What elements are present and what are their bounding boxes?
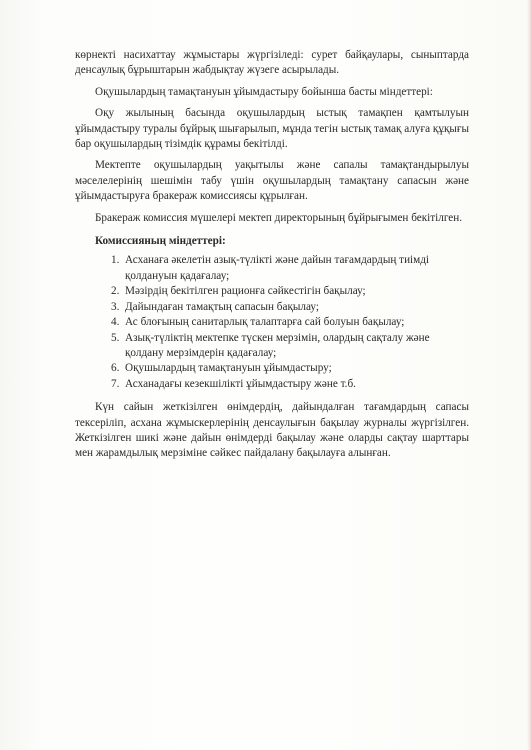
task-text: Азық-түліктің мектепке түскен мерзімін, олардың сақталу және қолдану мерзімдерін қадағалау; <box>125 331 430 359</box>
task-text: Асханадағы кезекшілікті ұйымдастыру және т.б. <box>125 377 356 390</box>
task-item <box>75 331 469 362</box>
task-text: Дайындаған тамақтың сапасын бақылау; <box>125 300 319 313</box>
task-text: Мәзірдің бекітілген рационға сәйкестігін бақылау; <box>125 285 366 298</box>
task-item <box>75 284 469 299</box>
task-number: 5. <box>111 331 120 344</box>
paragraph-daily-quality-control: Күн сайын жеткізілген өнімдердің, дайындалған тағамдардың сапасы тексеріліп, асхана жұмыскерлерінің денсаулығын бақылау журналы жүргізілген. Жеткізілген шикі және дайын өнімдерді бақылау және оларды сақтау шарттары мен жарамдылық мерзіміне сәйкес пайдалану бақылауға алынған. <box>75 401 469 460</box>
paragraph-main-tasks-title: Оқушылардың тамақтануын ұйымдастыру бойынша басты міндеттері: <box>95 85 433 98</box>
scan-edge-shadow <box>527 0 531 750</box>
task-number: 2. <box>111 285 120 298</box>
task-text: Оқушылардың тамақтануын ұйымдастыру; <box>125 362 332 375</box>
task-item <box>75 300 469 315</box>
task-number: 3. <box>111 300 120 313</box>
task-number: 4. <box>111 316 120 329</box>
task-text: Ас блоғының санитарлық талаптарға сай болуын бақылау; <box>125 316 405 329</box>
task-item <box>75 253 469 284</box>
task-number: 1. <box>111 254 120 267</box>
task-item <box>75 361 469 376</box>
task-number: 7. <box>111 377 120 390</box>
tasks-list <box>75 253 469 392</box>
paragraph-brakerage-commission: Мектепте оқушылардың уақытылы және сапалы тамақтандырылуы мәселелерінің шешімін табу үшін оқушылардың тамақтану сапасын және ұйымдастыруға бракераж комиссиясы құрылған. <box>75 159 469 203</box>
task-number: 6. <box>111 362 120 375</box>
task-item <box>75 315 469 330</box>
task-text: Асханаға әкелетін азық-түлікті және дайын тағамдардың тиімді қолдануын қадағалау; <box>125 254 430 282</box>
tasks-heading: Комиссияның міндеттері: <box>95 235 226 248</box>
paragraph-commission-approval: Бракераж комиссия мүшелері мектеп директорының бұйрығымен бекітілген. <box>95 211 463 224</box>
paragraph-hot-meals-order: Оқу жылының басында оқушылардың ыстық тамақпен қамтылуын ұйымдастыру туралы бұйрық шығарылып, мұнда тегін ыстық тамақ алуға құқығы бар оқушылардың тізімдік құрамы бекітілді. <box>75 107 469 151</box>
document-body <box>75 48 469 462</box>
paragraph-intro: көрнекті насихаттау жұмыстары жүргізіледі: сурет байқаулары, сыныптарда денсаулық бұрыштарын жабдықтау жүзеге асырылады. <box>75 49 469 77</box>
task-item <box>75 377 469 392</box>
